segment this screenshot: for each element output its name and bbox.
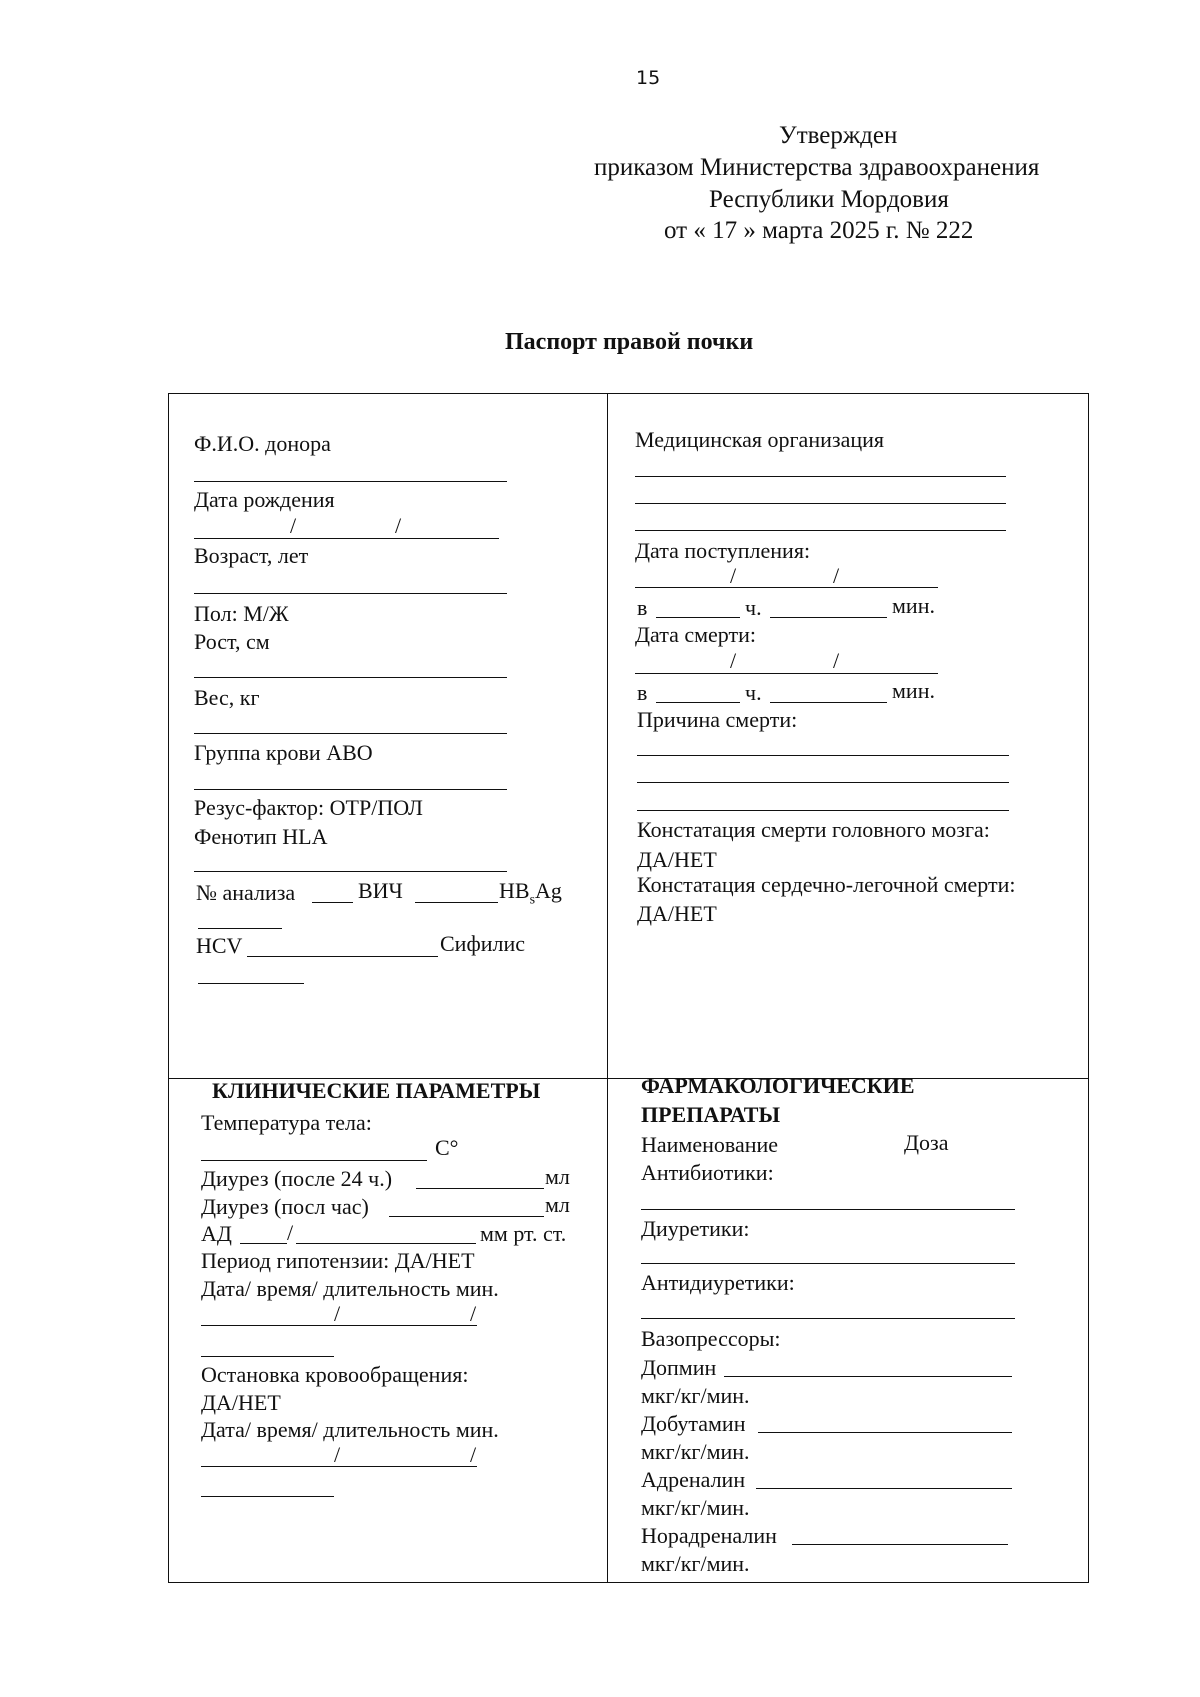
height-line[interactable] [194, 677, 507, 678]
admission-date-label: Дата поступления: [635, 538, 811, 563]
death-hours-line[interactable] [656, 702, 740, 703]
diuretics-label: Диуретики: [641, 1216, 750, 1241]
page-title: Паспорт правой почки [505, 329, 754, 355]
hypotension-datetime-label: Дата/ время/ длительность мин. [201, 1276, 499, 1301]
hypotension-duration-line[interactable] [201, 1356, 334, 1357]
org-line-2[interactable] [635, 503, 1006, 504]
admission-date-slash-2: / [833, 563, 840, 588]
birth-date-label: Дата рождения [194, 487, 335, 512]
rh-label: Резус-фактор: ОТР/ПОЛ [194, 795, 423, 820]
age-line[interactable] [194, 593, 507, 594]
hbsag-main: HB [499, 878, 530, 903]
death-date-label: Дата смерти: [635, 622, 757, 647]
death-time-h: ч. [745, 680, 762, 705]
adrenaline-line[interactable] [756, 1488, 1012, 1489]
death-time-v: в [637, 680, 648, 705]
diuresis-hour-ml: мл [545, 1192, 570, 1217]
admission-time-h: ч. [745, 595, 762, 620]
cause-line-2[interactable] [637, 782, 1009, 783]
arrest-yes-no: ДА/НЕТ [201, 1390, 281, 1415]
approval-line-4: от « 17 » марта 2025 г. № 222 [664, 217, 974, 244]
birth-date-slash-1: / [290, 513, 297, 538]
sex-label: Пол: М/Ж [194, 601, 289, 626]
cause-label: Причина смерти: [637, 707, 798, 732]
column-divider [607, 393, 608, 1583]
death-minutes-line[interactable] [770, 702, 887, 703]
admission-hours-line[interactable] [656, 617, 740, 618]
pharma-header-line-1: ФАРМАКОЛОГИЧЕСКИЕ [641, 1073, 915, 1098]
cardio-death-label: Констатация сердечно-легочной смерти: [637, 872, 1016, 897]
age-label: Возраст, лет [194, 543, 309, 568]
adrenaline-label: Адреналин [641, 1467, 746, 1492]
hcv-line[interactable] [247, 956, 438, 957]
pharma-name-column: Наименование [641, 1132, 779, 1157]
hiv-label: ВИЧ [358, 878, 403, 903]
adrenaline-unit: мкг/кг/мин. [641, 1495, 750, 1520]
clinical-header: КЛИНИЧЕСКИЕ ПАРАМЕТРЫ [212, 1078, 541, 1103]
admission-date-slash-1: / [730, 563, 737, 588]
bp-systolic-line[interactable] [240, 1243, 287, 1244]
vasopressors-label: Вазопрессоры: [641, 1326, 781, 1351]
death-date-slash-2: / [833, 648, 840, 673]
arrest-slash-1: / [334, 1442, 341, 1467]
pharma-dose-column: Доза [904, 1130, 949, 1155]
hbsag-end: Ag [535, 878, 562, 903]
blood-group-label: Группа крови АВО [194, 740, 373, 765]
temperature-label: Температура тела: [201, 1110, 372, 1135]
weight-label: Вес, кг [194, 685, 260, 710]
antibiotics-line[interactable] [641, 1209, 1015, 1210]
blood-group-line[interactable] [194, 789, 507, 790]
cause-line-3[interactable] [637, 810, 1009, 811]
arrest-slash-2: / [470, 1442, 477, 1467]
death-time-min: мин. [892, 678, 935, 703]
syphilis-label: Сифилис [440, 931, 525, 956]
syphilis-line[interactable] [198, 983, 304, 984]
dobutamine-unit: мкг/кг/мин. [641, 1439, 750, 1464]
dopamine-label: Допмин [641, 1355, 717, 1380]
death-date-slash-1: / [730, 648, 737, 673]
birth-date-line[interactable] [194, 538, 499, 539]
antibiotics-label: Антибиотики: [641, 1160, 774, 1185]
arrest-label: Остановка кровообращения: [201, 1362, 469, 1387]
page-number: 15 [636, 67, 661, 89]
dopamine-unit: мкг/кг/мин. [641, 1383, 750, 1408]
org-label: Медицинская организация [635, 427, 884, 452]
diuresis24-line[interactable] [416, 1188, 544, 1189]
pharma-header-line-2: ПРЕПАРАТЫ [641, 1102, 781, 1127]
hypotension-label: Период гипотензии: ДА/НЕТ [201, 1248, 475, 1273]
noradrenaline-label: Норадреналин [641, 1523, 777, 1548]
temperature-line[interactable] [201, 1160, 427, 1161]
bp-slash: / [287, 1220, 294, 1245]
admission-date-line[interactable] [635, 587, 938, 588]
celsius-label: С° [435, 1135, 459, 1160]
noradrenaline-line[interactable] [792, 1544, 1008, 1545]
analysis-no-label: № анализа [196, 880, 296, 905]
death-date-line[interactable] [635, 673, 938, 674]
diuresis-hour-label: Диурез (посл час) [201, 1194, 369, 1219]
arrest-duration-line[interactable] [201, 1496, 334, 1497]
analysis-no-line[interactable] [312, 902, 353, 903]
dopamine-line[interactable] [724, 1376, 1012, 1377]
brain-death-yes-no: ДА/НЕТ [637, 847, 717, 872]
birth-date-slash-2: / [395, 513, 402, 538]
donor-fio-label: Ф.И.О. донора [194, 431, 331, 456]
approval-line-1: Утвержден [779, 122, 898, 149]
height-label: Рост, см [194, 629, 270, 654]
hypotension-slash-1: / [334, 1301, 341, 1326]
form-frame [168, 393, 1089, 1583]
bp-label: АД [201, 1221, 232, 1246]
approval-line-3: Республики Мордовия [709, 186, 949, 213]
diuresis24-ml: мл [545, 1164, 570, 1189]
hla-label: Фенотип HLA [194, 824, 328, 849]
hypotension-slash-2: / [470, 1301, 477, 1326]
weight-line[interactable] [194, 733, 507, 734]
dobutamine-label: Добутамин [641, 1411, 746, 1436]
hbsag-label [499, 880, 562, 907]
antidiuretics-line[interactable] [641, 1318, 1015, 1319]
cause-line-1[interactable] [637, 755, 1009, 756]
bp-diastolic-line[interactable] [296, 1243, 476, 1244]
hcv-label: HCV [196, 933, 243, 958]
arrest-datetime-label: Дата/ время/ длительность мин. [201, 1417, 499, 1442]
admission-minutes-line[interactable] [770, 617, 887, 618]
cardio-death-yes-no: ДА/НЕТ [637, 901, 717, 926]
hbsag-sub: s [529, 892, 536, 908]
brain-death-label: Констатация смерти головного мозга: [637, 817, 990, 842]
admission-time-v: в [637, 595, 648, 620]
dobutamine-line[interactable] [758, 1432, 1012, 1433]
bp-unit: мм рт. ст. [480, 1221, 567, 1246]
org-line-1[interactable] [635, 476, 1006, 477]
hiv-line[interactable] [415, 902, 498, 903]
diuretics-line[interactable] [641, 1263, 1015, 1264]
hla-line[interactable] [194, 871, 507, 872]
diuresis24-label: Диурез (после 24 ч.) [201, 1166, 393, 1191]
donor-fio-line[interactable] [194, 481, 507, 482]
noradrenaline-unit: мкг/кг/мин. [641, 1551, 750, 1576]
hbsag-line[interactable] [198, 928, 282, 929]
antidiuretics-label: Антидиуретики: [641, 1270, 795, 1295]
org-line-3[interactable] [635, 530, 1006, 531]
approval-line-2: приказом Министерства здравоохранения [594, 154, 1040, 181]
diuresis-hour-line[interactable] [389, 1216, 544, 1217]
admission-time-min: мин. [892, 593, 935, 618]
